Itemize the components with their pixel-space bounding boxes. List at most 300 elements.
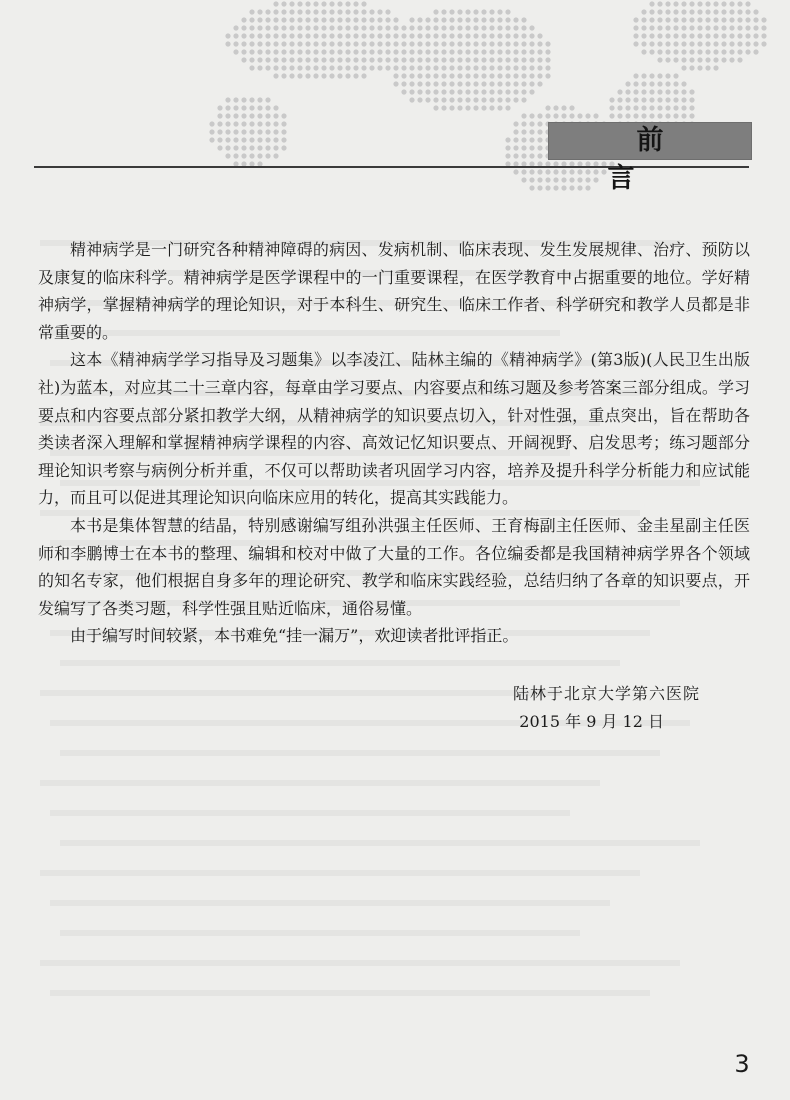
map-dot bbox=[289, 49, 294, 54]
map-dot bbox=[537, 41, 542, 46]
map-dot bbox=[289, 33, 294, 38]
map-dot bbox=[633, 105, 638, 110]
map-dot bbox=[377, 57, 382, 62]
map-dot bbox=[537, 33, 542, 38]
map-dot bbox=[217, 121, 222, 126]
map-dot bbox=[753, 9, 758, 14]
paragraph: 精神病学是一门研究各种精神障碍的病因、发病机制、临床表现、发生发展规律、治疗、预防以及康复的临床科学。精神病学是医学课程中的一门重要课程，在医学教育中占据重要的地位。学好精神病学，掌握精神病学的理论知识，对于本科生、研究生、临床工作者、科学研究和教学人员都是非常重要的。 bbox=[38, 240, 750, 342]
map-dot bbox=[537, 49, 542, 54]
map-dot bbox=[417, 25, 422, 30]
map-dot bbox=[641, 33, 646, 38]
map-dot bbox=[529, 145, 534, 150]
map-dot bbox=[489, 97, 494, 102]
map-dot bbox=[577, 177, 582, 182]
map-dot bbox=[625, 105, 630, 110]
map-dot bbox=[465, 89, 470, 94]
map-dot bbox=[225, 153, 230, 158]
map-dot bbox=[585, 169, 590, 174]
map-dot bbox=[385, 65, 390, 70]
map-dot bbox=[729, 33, 734, 38]
map-dot bbox=[281, 65, 286, 70]
map-dot bbox=[265, 121, 270, 126]
map-dot bbox=[529, 185, 534, 190]
map-dot bbox=[353, 73, 358, 78]
map-dot bbox=[745, 17, 750, 22]
map-dot bbox=[681, 49, 686, 54]
map-dot bbox=[673, 105, 678, 110]
map-dot bbox=[457, 89, 462, 94]
map-dot bbox=[297, 33, 302, 38]
map-dot bbox=[513, 17, 518, 22]
map-dot bbox=[457, 73, 462, 78]
map-dot bbox=[457, 25, 462, 30]
map-dot bbox=[433, 49, 438, 54]
map-dot bbox=[353, 49, 358, 54]
map-dot bbox=[385, 33, 390, 38]
map-dot bbox=[681, 25, 686, 30]
map-dot bbox=[737, 17, 742, 22]
map-dot bbox=[425, 57, 430, 62]
map-dot bbox=[713, 57, 718, 62]
map-dot bbox=[321, 49, 326, 54]
map-dot bbox=[345, 33, 350, 38]
map-dot bbox=[425, 25, 430, 30]
map-dot bbox=[481, 17, 486, 22]
map-dot bbox=[521, 33, 526, 38]
map-dot bbox=[657, 41, 662, 46]
map-dot bbox=[497, 73, 502, 78]
map-dot bbox=[537, 81, 542, 86]
map-dot bbox=[505, 25, 510, 30]
map-dot bbox=[505, 73, 510, 78]
map-dot bbox=[257, 129, 262, 134]
map-dot bbox=[705, 65, 710, 70]
map-dot bbox=[681, 1, 686, 6]
map-dot bbox=[537, 137, 542, 142]
map-dot bbox=[337, 1, 342, 6]
map-dot bbox=[729, 9, 734, 14]
map-dot bbox=[433, 73, 438, 78]
map-dot bbox=[241, 49, 246, 54]
map-dot bbox=[297, 1, 302, 6]
map-dot bbox=[713, 41, 718, 46]
map-dot bbox=[713, 25, 718, 30]
map-dot bbox=[217, 129, 222, 134]
map-dot bbox=[585, 177, 590, 182]
map-dot bbox=[297, 65, 302, 70]
map-dot bbox=[513, 41, 518, 46]
map-dot bbox=[697, 1, 702, 6]
map-dot bbox=[329, 25, 334, 30]
map-dot bbox=[481, 73, 486, 78]
map-dot bbox=[465, 73, 470, 78]
map-dot bbox=[665, 49, 670, 54]
map-dot bbox=[321, 73, 326, 78]
map-dot bbox=[713, 65, 718, 70]
map-dot bbox=[361, 57, 366, 62]
page-number: 3 bbox=[734, 1050, 750, 1078]
map-dot bbox=[249, 9, 254, 14]
map-dot bbox=[321, 65, 326, 70]
map-dot bbox=[457, 97, 462, 102]
map-dot bbox=[353, 17, 358, 22]
map-dot bbox=[417, 57, 422, 62]
map-dot bbox=[545, 73, 550, 78]
map-dot bbox=[521, 145, 526, 150]
map-dot bbox=[377, 25, 382, 30]
map-dot bbox=[305, 33, 310, 38]
map-dot bbox=[393, 81, 398, 86]
map-dot bbox=[545, 49, 550, 54]
map-dot bbox=[497, 9, 502, 14]
map-dot bbox=[257, 153, 262, 158]
map-dot bbox=[369, 33, 374, 38]
map-dot bbox=[489, 73, 494, 78]
map-dot bbox=[633, 81, 638, 86]
map-dot bbox=[241, 129, 246, 134]
map-dot bbox=[465, 25, 470, 30]
map-dot bbox=[641, 105, 646, 110]
map-dot bbox=[673, 73, 678, 78]
map-dot bbox=[545, 185, 550, 190]
map-dot bbox=[449, 25, 454, 30]
map-dot bbox=[337, 57, 342, 62]
map-dot bbox=[297, 73, 302, 78]
map-dot bbox=[289, 41, 294, 46]
map-dot bbox=[353, 65, 358, 70]
map-dot bbox=[281, 73, 286, 78]
map-dot bbox=[369, 49, 374, 54]
map-dot bbox=[329, 65, 334, 70]
map-dot bbox=[745, 49, 750, 54]
map-dot bbox=[361, 73, 366, 78]
map-dot bbox=[281, 17, 286, 22]
map-dot bbox=[529, 33, 534, 38]
map-dot bbox=[473, 97, 478, 102]
map-dot bbox=[345, 25, 350, 30]
map-dot bbox=[281, 129, 286, 134]
map-dot bbox=[473, 25, 478, 30]
map-dot bbox=[537, 153, 542, 158]
map-dot bbox=[593, 113, 598, 118]
map-dot bbox=[369, 41, 374, 46]
map-dot bbox=[521, 121, 526, 126]
map-dot bbox=[425, 41, 430, 46]
map-dot bbox=[697, 17, 702, 22]
map-dot bbox=[505, 137, 510, 142]
map-dot bbox=[721, 9, 726, 14]
map-dot bbox=[257, 41, 262, 46]
map-dot bbox=[577, 169, 582, 174]
map-dot bbox=[633, 97, 638, 102]
map-dot bbox=[441, 17, 446, 22]
map-dot bbox=[465, 81, 470, 86]
map-dot bbox=[473, 89, 478, 94]
map-dot bbox=[449, 73, 454, 78]
map-dot bbox=[713, 1, 718, 6]
map-dot bbox=[233, 105, 238, 110]
map-dot bbox=[241, 97, 246, 102]
map-dot bbox=[393, 41, 398, 46]
map-dot bbox=[433, 25, 438, 30]
map-dot bbox=[497, 57, 502, 62]
map-dot bbox=[265, 129, 270, 134]
map-dot bbox=[233, 153, 238, 158]
map-dot bbox=[249, 25, 254, 30]
map-dot bbox=[537, 57, 542, 62]
map-dot bbox=[249, 49, 254, 54]
map-dot bbox=[321, 33, 326, 38]
map-dot bbox=[353, 57, 358, 62]
map-dot bbox=[249, 129, 254, 134]
map-dot bbox=[697, 25, 702, 30]
map-dot bbox=[281, 1, 286, 6]
map-dot bbox=[369, 17, 374, 22]
map-dot bbox=[481, 97, 486, 102]
map-dot bbox=[505, 105, 510, 110]
map-dot bbox=[385, 17, 390, 22]
map-dot bbox=[521, 17, 526, 22]
map-dot bbox=[665, 97, 670, 102]
map-dot bbox=[409, 25, 414, 30]
map-dot bbox=[689, 105, 694, 110]
map-dot bbox=[305, 65, 310, 70]
map-dot bbox=[721, 25, 726, 30]
map-dot bbox=[409, 33, 414, 38]
bleed-through-line bbox=[60, 930, 580, 936]
map-dot bbox=[489, 25, 494, 30]
map-dot bbox=[233, 49, 238, 54]
map-dot bbox=[217, 145, 222, 150]
map-dot bbox=[521, 137, 526, 142]
map-dot bbox=[329, 49, 334, 54]
map-dot bbox=[313, 49, 318, 54]
map-dot bbox=[633, 33, 638, 38]
map-dot bbox=[497, 105, 502, 110]
map-dot bbox=[241, 145, 246, 150]
map-dot bbox=[529, 121, 534, 126]
map-dot bbox=[649, 105, 654, 110]
map-dot bbox=[361, 1, 366, 6]
map-dot bbox=[489, 65, 494, 70]
map-dot bbox=[257, 25, 262, 30]
map-dot bbox=[681, 65, 686, 70]
map-dot bbox=[561, 105, 566, 110]
map-dot bbox=[273, 33, 278, 38]
map-dot bbox=[305, 41, 310, 46]
map-dot bbox=[433, 17, 438, 22]
map-dot bbox=[409, 65, 414, 70]
map-dot bbox=[425, 49, 430, 54]
map-dot bbox=[241, 113, 246, 118]
map-dot bbox=[433, 89, 438, 94]
map-dot bbox=[617, 89, 622, 94]
map-dot bbox=[745, 1, 750, 6]
map-dot bbox=[265, 41, 270, 46]
map-dot bbox=[457, 9, 462, 14]
map-dot bbox=[329, 73, 334, 78]
map-dot bbox=[273, 25, 278, 30]
map-dot bbox=[585, 113, 590, 118]
map-dot bbox=[505, 57, 510, 62]
map-dot bbox=[761, 33, 766, 38]
map-dot bbox=[393, 17, 398, 22]
map-dot bbox=[441, 97, 446, 102]
map-dot bbox=[641, 17, 646, 22]
map-dot bbox=[297, 41, 302, 46]
map-dot bbox=[241, 17, 246, 22]
map-dot bbox=[401, 25, 406, 30]
map-dot bbox=[457, 65, 462, 70]
map-dot bbox=[553, 105, 558, 110]
map-dot bbox=[433, 9, 438, 14]
map-dot bbox=[305, 25, 310, 30]
map-dot bbox=[361, 49, 366, 54]
map-dot bbox=[425, 65, 430, 70]
map-dot bbox=[265, 97, 270, 102]
map-dot bbox=[265, 113, 270, 118]
map-dot bbox=[401, 57, 406, 62]
map-dot bbox=[545, 41, 550, 46]
map-dot bbox=[393, 73, 398, 78]
map-dot bbox=[465, 105, 470, 110]
map-dot bbox=[641, 9, 646, 14]
map-dot bbox=[273, 65, 278, 70]
map-dot bbox=[689, 33, 694, 38]
map-dot bbox=[545, 57, 550, 62]
map-dot bbox=[625, 81, 630, 86]
map-dot bbox=[209, 129, 214, 134]
map-dot bbox=[249, 41, 254, 46]
map-dot bbox=[673, 17, 678, 22]
map-dot bbox=[521, 65, 526, 70]
map-dot bbox=[505, 33, 510, 38]
map-dot bbox=[577, 113, 582, 118]
map-dot bbox=[689, 97, 694, 102]
map-dot bbox=[649, 41, 654, 46]
map-dot bbox=[385, 57, 390, 62]
map-dot bbox=[505, 153, 510, 158]
map-dot bbox=[473, 9, 478, 14]
map-dot bbox=[737, 33, 742, 38]
map-dot bbox=[721, 49, 726, 54]
map-dot bbox=[737, 57, 742, 62]
map-dot bbox=[449, 89, 454, 94]
map-dot bbox=[249, 97, 254, 102]
map-dot bbox=[345, 65, 350, 70]
map-dot bbox=[257, 17, 262, 22]
map-dot bbox=[753, 33, 758, 38]
map-dot bbox=[681, 33, 686, 38]
map-dot bbox=[657, 73, 662, 78]
map-dot bbox=[281, 49, 286, 54]
map-dot bbox=[649, 73, 654, 78]
map-dot bbox=[441, 33, 446, 38]
map-dot bbox=[265, 25, 270, 30]
map-dot bbox=[417, 89, 422, 94]
map-dot bbox=[217, 113, 222, 118]
map-dot bbox=[633, 73, 638, 78]
map-dot bbox=[681, 81, 686, 86]
map-dot bbox=[401, 65, 406, 70]
map-dot bbox=[393, 57, 398, 62]
map-dot bbox=[273, 105, 278, 110]
map-dot bbox=[409, 81, 414, 86]
map-dot bbox=[593, 177, 598, 182]
map-dot bbox=[409, 49, 414, 54]
map-dot bbox=[689, 41, 694, 46]
map-dot bbox=[513, 49, 518, 54]
map-dot bbox=[249, 65, 254, 70]
map-dot bbox=[257, 33, 262, 38]
map-dot bbox=[385, 25, 390, 30]
map-dot bbox=[417, 73, 422, 78]
map-dot bbox=[513, 57, 518, 62]
map-dot bbox=[281, 113, 286, 118]
map-dot bbox=[673, 33, 678, 38]
map-dot bbox=[713, 49, 718, 54]
map-dot bbox=[497, 33, 502, 38]
map-dot bbox=[657, 81, 662, 86]
map-dot bbox=[745, 9, 750, 14]
map-dot bbox=[553, 185, 558, 190]
bleed-through-line bbox=[60, 660, 620, 666]
map-dot bbox=[569, 177, 574, 182]
map-dot bbox=[449, 49, 454, 54]
map-dot bbox=[529, 25, 534, 30]
map-dot bbox=[521, 81, 526, 86]
map-dot bbox=[225, 97, 230, 102]
map-dot bbox=[449, 33, 454, 38]
map-dot bbox=[665, 33, 670, 38]
map-dot bbox=[537, 129, 542, 134]
map-dot bbox=[537, 145, 542, 150]
map-dot bbox=[481, 9, 486, 14]
map-dot bbox=[561, 185, 566, 190]
bleed-through-line bbox=[40, 780, 600, 786]
map-dot bbox=[673, 25, 678, 30]
map-dot bbox=[353, 9, 358, 14]
map-dot bbox=[529, 153, 534, 158]
map-dot bbox=[673, 113, 678, 118]
map-dot bbox=[625, 113, 630, 118]
map-dot bbox=[697, 33, 702, 38]
map-dot bbox=[505, 89, 510, 94]
map-dot bbox=[249, 113, 254, 118]
map-dot bbox=[457, 49, 462, 54]
map-dot bbox=[537, 121, 542, 126]
map-dot bbox=[497, 81, 502, 86]
map-dot bbox=[241, 25, 246, 30]
map-dot bbox=[329, 17, 334, 22]
map-dot bbox=[513, 33, 518, 38]
map-dot bbox=[369, 25, 374, 30]
map-dot bbox=[513, 25, 518, 30]
map-dot bbox=[441, 73, 446, 78]
map-dot bbox=[449, 17, 454, 22]
map-dot bbox=[505, 17, 510, 22]
map-dot bbox=[305, 57, 310, 62]
map-dot bbox=[361, 25, 366, 30]
map-dot bbox=[329, 9, 334, 14]
map-dot bbox=[737, 1, 742, 6]
map-dot bbox=[681, 41, 686, 46]
map-dot bbox=[345, 9, 350, 14]
map-dot bbox=[417, 41, 422, 46]
map-dot bbox=[225, 137, 230, 142]
map-dot bbox=[593, 169, 598, 174]
map-dot bbox=[273, 121, 278, 126]
